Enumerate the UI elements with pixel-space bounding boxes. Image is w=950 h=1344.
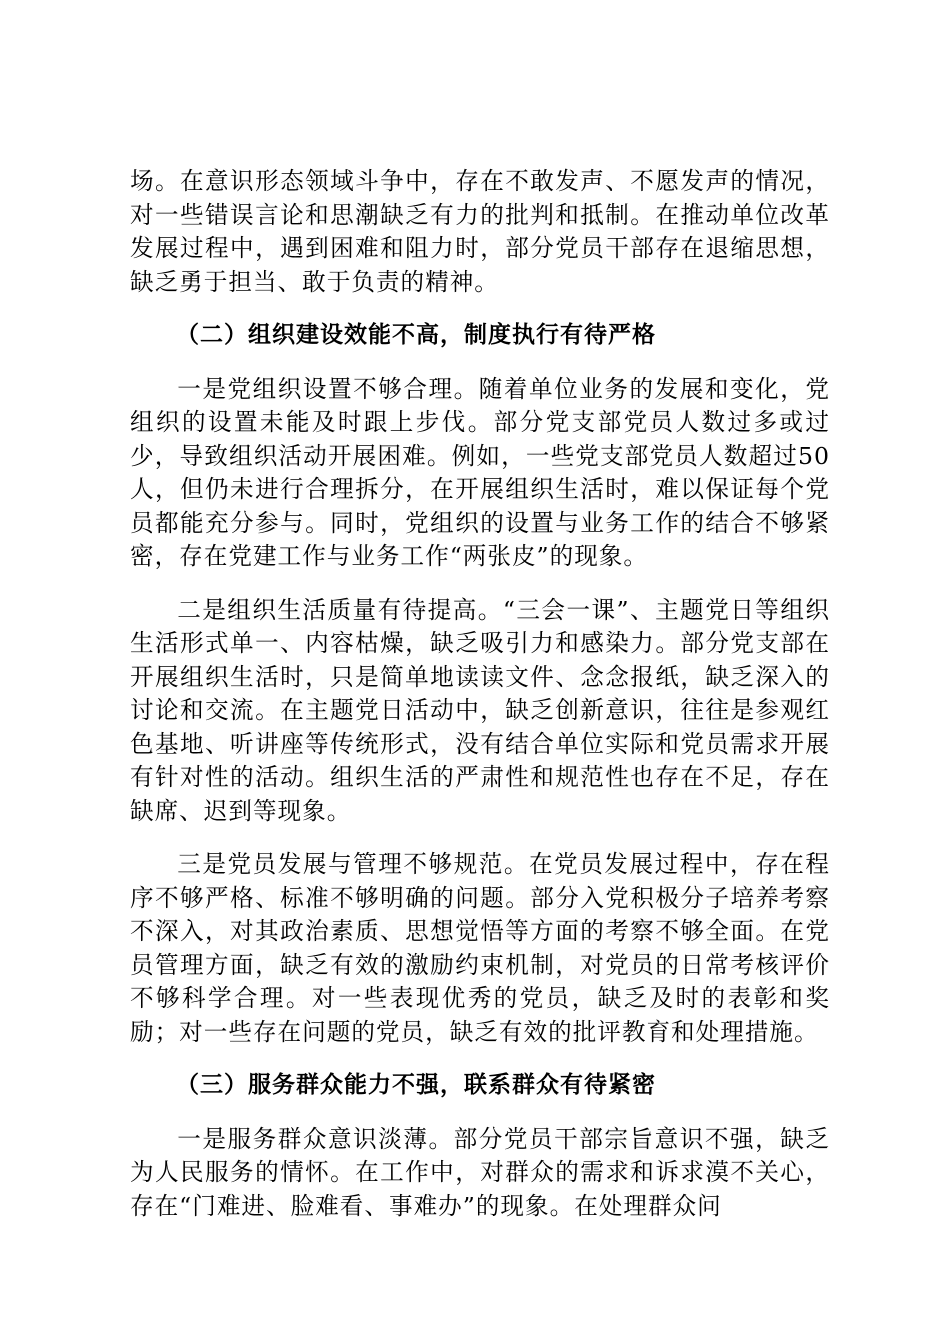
- paragraph-org-setup: 一是党组织设置不够合理。随着单位业务的发展和变化，党组织的设置未能及时跟上步伐。部分党支部党员人数过多或过少，导致组织活动开展困难。例如，一些党支部党员人数超过50人，但仍未进行合理拆分，在开展组织生活时，难以保证每个党员都能充分参与。同时，党组织的设置与业务工作的结合不够紧密，存在党建工作与业务工作“两张皮”的现象。: [130, 374, 830, 570]
- paragraph-org-life: 二是组织生活质量有待提高。“三会一课”、主题党日等组织生活形式单一、内容枯燥，缺乏吸引力和感染力。部分党支部在开展组织生活时，只是简单地读读文件、念念报纸，缺乏深入的讨论和交流。在主题党日活动中，缺乏创新意识，往往是参观红色基地、听讲座等传统形式，没有结合单位实际和党员需求开展有针对性的活动。组织生活的严肃性和规范性也存在不足，存在缺席、迟到等现象。: [130, 595, 830, 825]
- section-heading-3: （三）服务群众能力不强，联系群众有待紧密: [176, 1072, 656, 1098]
- document-page: [130, 165, 830, 1243]
- section-heading-2: （二）组织建设效能不高，制度执行有待严格: [176, 322, 656, 348]
- paragraph-service-awareness: 一是服务群众意识淡薄。部分党员干部宗旨意识不强，缺乏为人民服务的情怀。在工作中，对群众的需求和诉求漠不关心，存在“门难进、脸难看、事难办”的现象。在处理群众问: [130, 1124, 830, 1220]
- paragraph-continued: 场。在意识形态领域斗争中，存在不敢发声、不愿发声的情况，对一些错误言论和思潮缺乏有力的批判和抵制。在推动单位改革发展过程中，遇到困难和阻力时，部分党员干部存在退缩思想，缺乏勇于担当、敢于负责的精神。: [130, 167, 830, 296]
- paragraph-member-management: 三是党员发展与管理不够规范。在党员发展过程中，存在程序不够严格、标准不够明确的问题。部分入党积极分子培养考察不深入，对其政治素质、思想觉悟等方面的考察不够全面。在党员管理方面，缺乏有效的激励约束机制，对党员的日常考核评价不够科学合理。对一些表现优秀的党员，缺乏及时的表彰和奖励；对一些存在问题的党员，缺乏有效的批评教育和处理措施。: [130, 850, 830, 1046]
